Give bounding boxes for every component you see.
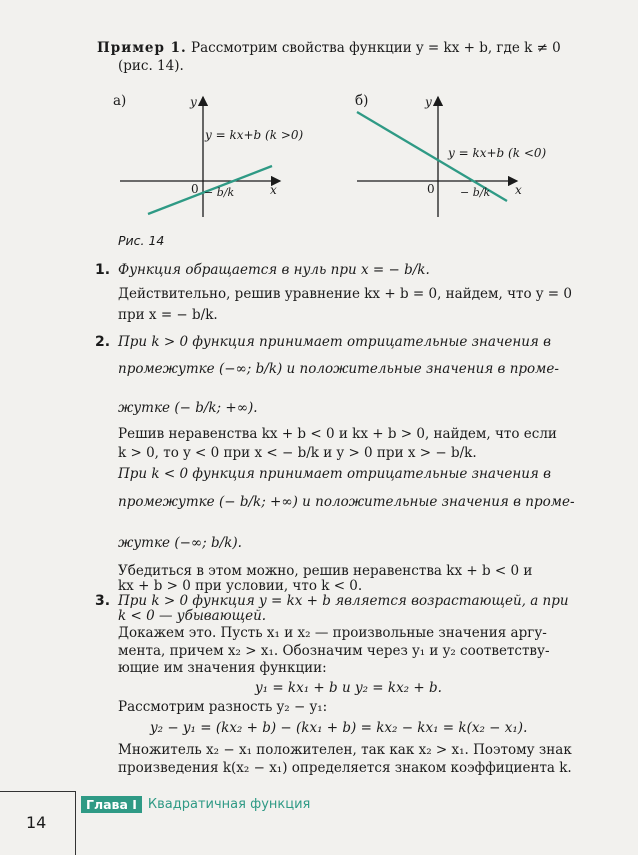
axis-y-label-a: y — [190, 95, 197, 109]
panel-label-a: а) — [113, 93, 127, 109]
item-2-line: Убедиться в этом можно, решив неравенства kx + b < 0 и — [118, 563, 533, 579]
item-2-line: k > 0, то y < 0 при x < − b/k и y > 0 при x > − b/k. — [118, 445, 477, 461]
chapter-band — [81, 796, 310, 813]
item-3-line: мента, причем x₂ > x₁. Обозначим через y₁ и y₂ соответству- — [118, 643, 550, 659]
example-label: Пример 1. — [97, 40, 187, 56]
figure-caption: Рис. 14 — [118, 233, 165, 248]
item-1-line: Функция обращается в нуль при x = − b/k. — [118, 262, 430, 278]
page-number: 14 — [26, 813, 47, 832]
footer-rule-vertical — [75, 791, 76, 855]
example-line-1: Рассмотрим свойства функции y = kx + b, где k ≠ 0 — [191, 40, 561, 56]
axis-x-label-b: x — [515, 183, 522, 197]
axis-y-label-b: y — [425, 95, 432, 109]
item-2-line: жутке (−∞; b/k). — [118, 535, 242, 551]
item-3-line: Докажем это. Пусть x₁ и x₂ — произвольные значения аргу- — [118, 625, 547, 641]
item-3-line: произведения k(x₂ − x₁) определяется знаком коэффициента k. — [118, 760, 572, 776]
example-heading — [97, 40, 561, 57]
item-3-line: k < 0 — убывающей. — [118, 608, 267, 624]
item-number-2: 2. — [95, 334, 111, 350]
item-3-line: При k > 0 функция y = kx + b является возрастающей, а при — [118, 593, 569, 609]
example-line-2: (рис. 14). — [118, 58, 184, 74]
item-1-line: Действительно, решив уравнение kx + b = 0, найдем, что y = 0 — [118, 286, 572, 302]
item-2-line: При k < 0 функция принимает отрицательные значения в — [118, 466, 551, 482]
root-label-a: − b/k — [204, 186, 235, 199]
item-2-line: При k > 0 функция принимает отрицательные значения в — [118, 334, 551, 350]
panel-label-b: б) — [355, 93, 369, 109]
item-3-line: Множитель x₂ − x₁ положителен, так как x₂ > x₁. Поэтому знак — [118, 742, 572, 758]
axis-x-label-a: x — [270, 183, 277, 197]
graph-a — [110, 92, 300, 222]
item-2-line: Решив неравенства kx + b < 0 и kx + b > 0, найдем, что если — [118, 426, 557, 442]
item-1-line: при x = − b/k. — [118, 307, 218, 323]
root-label-b: − b/k — [460, 186, 491, 199]
chapter-title: Квадратичная функция — [147, 797, 311, 812]
item-2-line: промежутке (− b/k; +∞) и положительные значения в проме- — [118, 494, 575, 510]
origin-label-b: 0 — [427, 182, 435, 196]
item-number-1: 1. — [95, 262, 111, 278]
equation-label-b: y = kx+b (k <0) — [448, 146, 547, 160]
item-2-line: промежутке (−∞; b/k) и положительные значения в проме- — [118, 361, 559, 377]
footer-rule-horizontal — [0, 791, 76, 792]
chapter-label: Глава I — [81, 796, 142, 813]
item-2-line: kx + b > 0 при условии, что k < 0. — [118, 578, 363, 594]
item-3-line: ющие им значения функции: — [118, 660, 327, 676]
item-3-formula: y₁ = kx₁ + b и y₂ = kx₂ + b. — [255, 680, 442, 696]
origin-label-a: 0 — [191, 182, 199, 196]
item-3-formula: y₂ − y₁ = (kx₂ + b) − (kx₁ + b) = kx₂ − kx₁ = k(x₂ − x₁). — [150, 720, 528, 736]
item-3-line: Рассмотрим разность y₂ − y₁: — [118, 699, 328, 715]
equation-label-a: y = kx+b (k >0) — [205, 128, 304, 142]
item-number-3: 3. — [95, 593, 111, 609]
item-2-line: жутке (− b/k; +∞). — [118, 400, 258, 416]
